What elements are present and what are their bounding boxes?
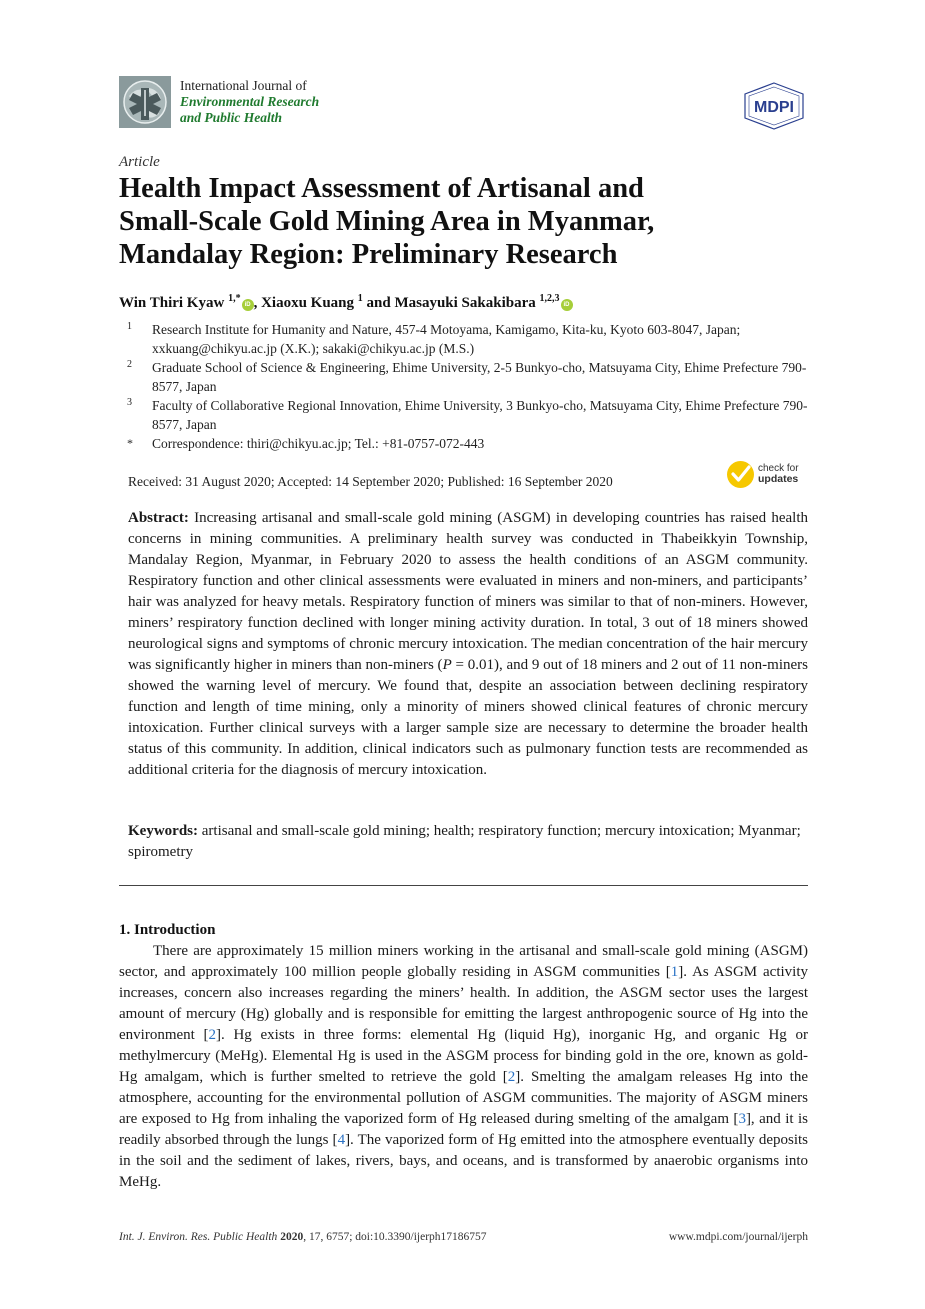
author-affiliation-marks: 1,2,3	[539, 293, 560, 304]
affiliations-list	[127, 320, 812, 453]
journal-name	[180, 78, 319, 126]
journal-name-line3: and Public Health	[180, 110, 283, 125]
article-type: Article	[119, 154, 160, 170]
journal-url-link[interactable]: www.mdpi.com/journal/ijerph	[668, 1231, 808, 1243]
author-name[interactable]: Masayuki Sakakibara	[394, 295, 536, 311]
journal-header	[119, 76, 809, 136]
author-name[interactable]: Xiaoxu Kuang	[261, 295, 355, 311]
citation-link[interactable]: 4	[337, 1132, 346, 1148]
keywords	[128, 821, 808, 863]
keywords-text: artisanal and small-scale gold mining; health; respiratory function; mercury intoxication; Myanmar; spirometry	[128, 823, 801, 860]
section-divider	[119, 885, 808, 886]
citation-link[interactable]: 3	[738, 1111, 746, 1127]
orcid-icon[interactable]: iD	[561, 299, 573, 311]
citation-link[interactable]: 1	[670, 964, 679, 980]
abstract-text: Increasing artisanal and small-scale gold mining (ASGM) in developing countries has raised health concerns in mining communities. A preliminary health survey was conducted in Thabeikkyin Township, Mandalay Region, Myanmar, in February 2020 to assess the health conditions of an ASGM community. Respiratory function and other clinical assessments were evaluated in miners and non-miners, and participants’ hair was analyzed for heavy metals. Respiratory function of miners was similar to that of non-miners. However, miners’ respiratory function declined with longer mining activity duration. In total, 3 out of 18 miners showed neurological signs and symptoms of chronic mercury intoxication. The median concentration of the hair mercury was significantly higher in miners than non-miners (	[128, 510, 808, 673]
paragraph-text: ]. Smelting the amalgam releases Hg into the atmosphere, accounting for the environmental pollution of ASGM communities. The majority of ASGM miners are exposed to Hg from inhaling the vaporized form of Hg released during smelting of the amalgam [	[119, 1069, 808, 1127]
paragraph-text: There are approximately 15 million miners working in the artisanal and small-scale gold mining (ASGM) sector, and approximately 100 million people globally residing in ASGM communities [	[119, 943, 808, 980]
keywords-label: Keywords:	[128, 823, 198, 839]
affiliation-text: Faculty of Collaborative Regional Innovation, Ehime University, 3 Bunkyo-cho, Matsuyama City, Ehime Prefecture 790-8577, Japan	[152, 398, 808, 432]
mdpi-logo-text: MDPI	[754, 99, 794, 116]
journal-globe-logo-icon	[119, 76, 171, 128]
affiliation-text: Research Institute for Humanity and Nature, 457-4 Motoyama, Kamigamo, Kita-ku, Kyoto 603-8047, Japan; xxkuang@chikyu.ac.jp (X.K.); sakaki@chikyu.ac.jp (M.S.)	[152, 322, 741, 356]
checkmark-icon	[727, 461, 754, 488]
publication-year: 2020	[280, 1231, 304, 1243]
p-value-symbol: P	[442, 657, 452, 673]
title-line: Small-Scale Gold Mining Area in Myanmar,	[119, 206, 655, 237]
paragraph-text: ]. Hg exists in three forms: elemental Hg (liquid Hg), inorganic Hg, and organic Hg or methylmercury (MeHg). Elemental Hg is used in the ASGM process for binding gold in the ore, known as gold-Hg amalgam, which is further smelted to retrieve the gold [	[119, 1027, 808, 1085]
check-for-updates-label	[758, 463, 799, 485]
author-affiliation-marks: 1,*	[228, 293, 241, 304]
check-updates-line1: check for	[758, 463, 799, 474]
introduction-paragraph	[119, 941, 808, 1193]
citation-link[interactable]: 2	[507, 1069, 516, 1085]
publication-dates: Received: 31 August 2020; Accepted: 14 September 2020; Published: 16 September 2020	[128, 474, 613, 489]
affiliation-item	[127, 396, 812, 434]
abstract-label: Abstract:	[128, 510, 189, 526]
correspondence-item	[127, 434, 812, 453]
article-title	[119, 172, 739, 271]
affiliation-mark: 1	[127, 321, 132, 332]
abstract-text-continued: = 0.01), and 9 out of 18 miners and 2 out of 11 non-miners showed the warning level of mercury. We found that, despite an association between declining respiratory function and length of time mining, only a minority of miners showed clinical features of chronic mercury intoxication. Further clinical surveys with a larger sample size are necessary to determine the broader health status of this community. In addition, clinical indicators such as pulmonary function tests are recommended as additional criteria for the diagnosis of mercury intoxication.	[128, 657, 808, 778]
title-line: Health Impact Assessment of Artisanal and	[119, 173, 644, 204]
paragraph-text: ], and it is readily absorbed through the lungs [	[119, 1111, 808, 1148]
section-heading: 1. Introduction	[119, 922, 216, 938]
volume-doi: , 17, 6757; doi:10.3390/ijerph17186757	[303, 1231, 487, 1243]
affiliation-text: Graduate School of Science & Engineering, Ehime University, 2-5 Bunkyo-cho, Matsuyama City, Ehime Prefecture 790-8577, Japan	[152, 360, 807, 394]
author-separator: ,	[253, 295, 262, 311]
journal-name-line2: Environmental Research	[180, 94, 320, 109]
author-affiliation-marks: 1	[357, 293, 363, 304]
author-separator: and	[362, 295, 395, 311]
title-line: Mandalay Region: Preliminary Research	[119, 239, 618, 270]
check-for-updates-button[interactable]	[727, 461, 812, 491]
affiliation-mark: 2	[127, 359, 132, 370]
paragraph-text: ]. As ASGM activity increases, concern also increases regarding the miners’ health. In addition, the ASGM sector uses the largest amount of mercury (Hg) globally and is responsible for emitting the largest anthropogenic source of Hg into the environment [	[119, 964, 808, 1043]
abstract	[128, 508, 808, 781]
paragraph-text: ]. The vaporized form of Hg emitted into the atmosphere eventually deposits in the soil and the sediment of lakes, rivers, bays, and oceans, and is transformed by anaerobic organisms into MeHg.	[119, 1132, 808, 1190]
author-list	[119, 293, 573, 312]
correspondence-text: Correspondence: thiri@chikyu.ac.jp; Tel.: +81-0757-072-443	[152, 436, 485, 451]
affiliation-item	[127, 320, 812, 358]
orcid-icon[interactable]: iD	[242, 299, 254, 311]
journal-abbreviation: Int. J. Environ. Res. Public Health	[119, 1231, 278, 1243]
citation-link[interactable]: 2	[208, 1027, 217, 1043]
author-name[interactable]: Win Thiri Kyaw	[119, 295, 225, 311]
correspondence-mark: *	[127, 436, 133, 450]
affiliation-item	[127, 358, 812, 396]
check-updates-line2: updates	[758, 473, 799, 485]
journal-name-line1: International Journal of	[180, 78, 307, 93]
affiliation-mark: 3	[127, 397, 132, 408]
citation-line	[119, 1231, 487, 1243]
mdpi-logo-icon	[741, 81, 807, 131]
